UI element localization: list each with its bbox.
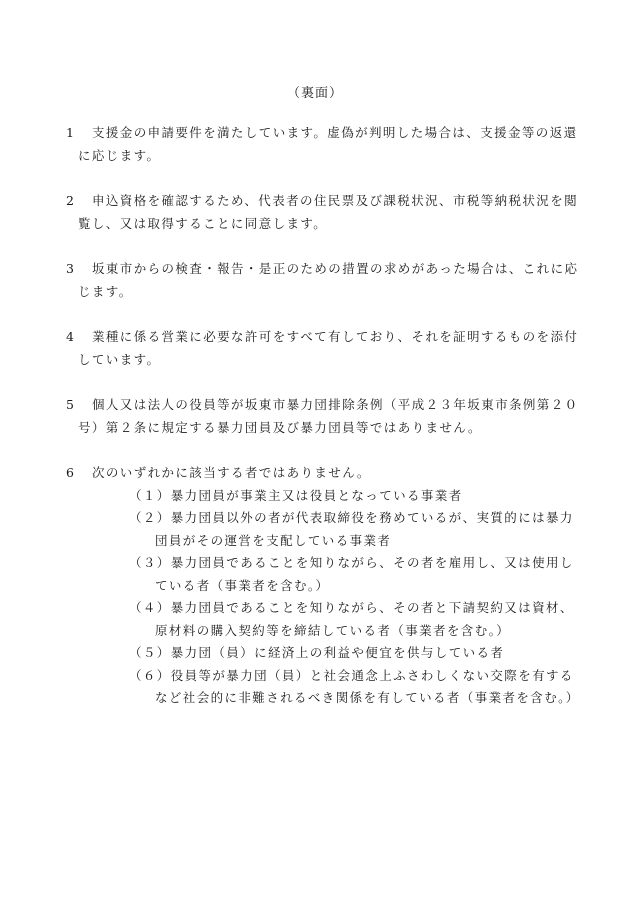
pledge-item-2	[66, 190, 581, 235]
sub-condition-text: 役員等が暴力団（員）と社会通念上ふさわしくない交際を有するなど社会的に非難されるべき関係を有している者（事業者を含む。）	[155, 667, 580, 705]
pledge-number: 1	[66, 125, 76, 140]
page-heading: （裏面）	[286, 86, 343, 101]
sub-condition-number: （６）	[129, 667, 171, 683]
pledge-text: 支援金の申請要件を満たしています。虚偽が判明した場合は、支援金等の返還に応じます。	[78, 125, 578, 163]
pledge-text: 個人又は法人の役員等が坂東市暴力団排除条例（平成２３年坂東市条例第２０号）第２条に規定する暴力団員及び暴力団員等ではありません。	[78, 397, 579, 435]
pledge-text: 坂東市からの検査・報告・是正のための措置の求めがあった場合は、これに応じます。	[78, 261, 579, 299]
sub-condition-text: 暴力団員であることを知りながら、その者と下請契約又は資材、原材料の購入契約等を締結している者（事業者を含む。）	[155, 600, 574, 638]
sub-condition-text: 暴力団員が事業主又は役員となっている事業者	[170, 487, 463, 503]
sub-condition-number: （１）	[129, 487, 171, 503]
sub-condition-item	[66, 597, 581, 642]
sub-condition-item	[66, 507, 581, 552]
pledge-number: 2	[66, 193, 76, 208]
pledge-list	[66, 122, 581, 733]
pledge-text: 次のいずれかに該当する者ではありません。	[92, 465, 371, 480]
sub-condition-text: 暴力団員であることを知りながら、その者を雇用し、又は使用している者（事業者を含む。）	[155, 555, 574, 593]
pledge-text: 業種に係る営業に必要な許可をすべて有しており、それを証明するものを添付しています。	[78, 329, 579, 367]
sub-condition-item	[66, 665, 581, 710]
sub-condition-number: （４）	[129, 600, 171, 615]
pledge-number: 4	[66, 329, 76, 344]
pledge-item-4	[66, 326, 581, 371]
sub-condition-number: （５）	[129, 645, 171, 660]
sub-condition-number: （３）	[129, 555, 171, 570]
pledge-number: 5	[66, 397, 76, 412]
sub-condition-text: 暴力団員以外の者が代表取締役を務めているが、実質的には暴力団員がその運営を支配している事業者	[155, 510, 574, 548]
sub-condition-item	[66, 485, 581, 508]
sub-condition-number: （２）	[129, 510, 171, 525]
pledge-text: 申込資格を確認するため、代表者の住民票及び課税状況、市税等納税状況を閲覧し、又は取得することに同意します。	[78, 193, 579, 231]
sub-condition-list	[66, 485, 581, 710]
pledge-item-3	[66, 258, 581, 303]
pledge-item-6	[66, 462, 581, 710]
pledge-number: 3	[66, 261, 76, 276]
pledge-item-1	[66, 122, 581, 167]
sub-condition-text: 暴力団（員）に経済上の利益や便宜を供与している者	[170, 645, 505, 660]
sub-condition-item	[66, 552, 581, 597]
pledge-number: 6	[66, 465, 76, 480]
pledge-item-5	[66, 394, 581, 439]
sub-condition-item	[66, 642, 581, 665]
